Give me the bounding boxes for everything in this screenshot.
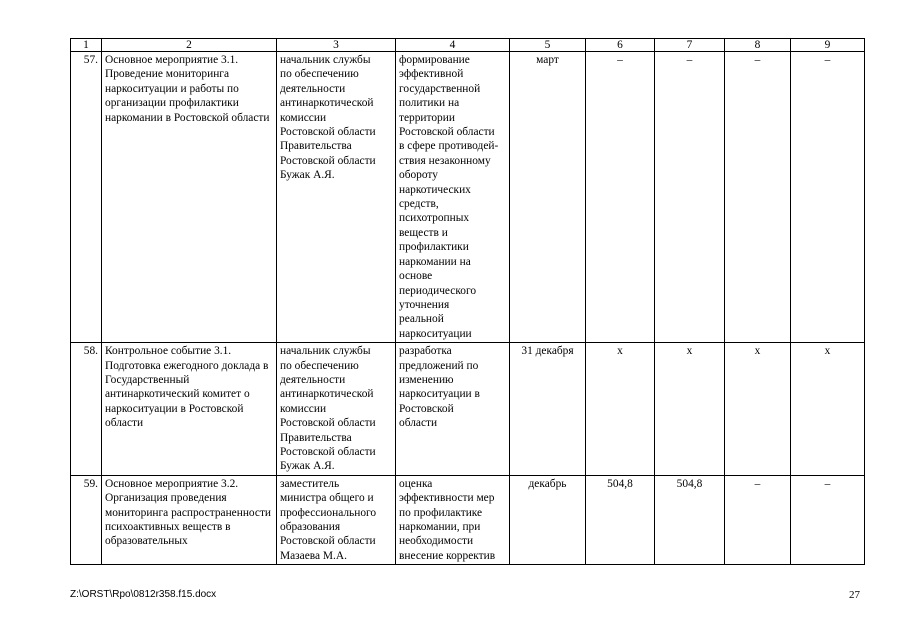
expected-result: разработка предложений по изменению наркоситуации в Ростовской области — [396, 343, 510, 476]
header-cell: 9 — [791, 39, 865, 52]
header-cell: 4 — [396, 39, 510, 52]
row-number: 59. — [71, 475, 102, 564]
table-row — [71, 52, 865, 343]
term-cell: 31 декабря — [510, 343, 586, 476]
expected-result: оценка эффективности мер по профилактике наркомании, при необходимости внесение корректив — [396, 475, 510, 564]
value-cell: – — [725, 52, 791, 343]
value-cell: 504,8 — [655, 475, 725, 564]
value-cell: х — [791, 343, 865, 476]
value-cell: х — [655, 343, 725, 476]
responsible-person: начальник службы по обеспечению деятельности антинаркотической комиссии Ростовской области Правительства Ростовской области Бужак А.Я. — [277, 343, 396, 476]
responsible-person: заместитель министра общего и профессионального образования Ростовской области Мазаева М.А. — [277, 475, 396, 564]
header-cell: 7 — [655, 39, 725, 52]
responsible-person: начальник службы по обеспечению деятельности антинаркотической комиссии Ростовской области Правительства Ростовской области Бужак А.Я. — [277, 52, 396, 343]
expected-result: формирование эффективной государственной политики на территории Ростовской области в сфере противодей- ствия незаконному обороту наркотических средств, психотропных веществ и профилактики наркомании на основе периодического уточнения реальной наркоситуации — [396, 52, 510, 343]
value-cell: – — [655, 52, 725, 343]
header-cell: 8 — [725, 39, 791, 52]
activity-name: Основное мероприятие 3.1. Проведение мониторинга наркоситуации и работы по организации профилактики наркомании в Ростовской области — [102, 52, 277, 343]
header-cell: 1 — [71, 39, 102, 52]
header-cell: 6 — [586, 39, 655, 52]
value-cell: х — [586, 343, 655, 476]
value-cell: – — [791, 52, 865, 343]
value-cell: 504,8 — [586, 475, 655, 564]
page-number: 27 — [849, 589, 860, 601]
table-row — [71, 343, 865, 476]
value-cell: – — [725, 475, 791, 564]
header-cell: 3 — [277, 39, 396, 52]
row-number: 58. — [71, 343, 102, 476]
value-cell: – — [586, 52, 655, 343]
activity-name: Основное мероприятие 3.2. Организация проведения мониторинга распространенности психоактивных веществ в образовательных — [102, 475, 277, 564]
plan-table — [70, 38, 865, 565]
header-cell: 5 — [510, 39, 586, 52]
term-cell: декабрь — [510, 475, 586, 564]
header-cell: 2 — [102, 39, 277, 52]
header-row — [71, 39, 865, 52]
value-cell: х — [725, 343, 791, 476]
value-cell: – — [791, 475, 865, 564]
term-cell: март — [510, 52, 586, 343]
activity-name: Контрольное событие 3.1. Подготовка ежегодного доклада в Государственный антинаркотический комитет о наркоситуации в Ростовской области — [102, 343, 277, 476]
row-number: 57. — [71, 52, 102, 343]
file-path: Z:\ORST\Rpo\0812r358.f15.docx — [70, 589, 217, 600]
table-row — [71, 475, 865, 564]
